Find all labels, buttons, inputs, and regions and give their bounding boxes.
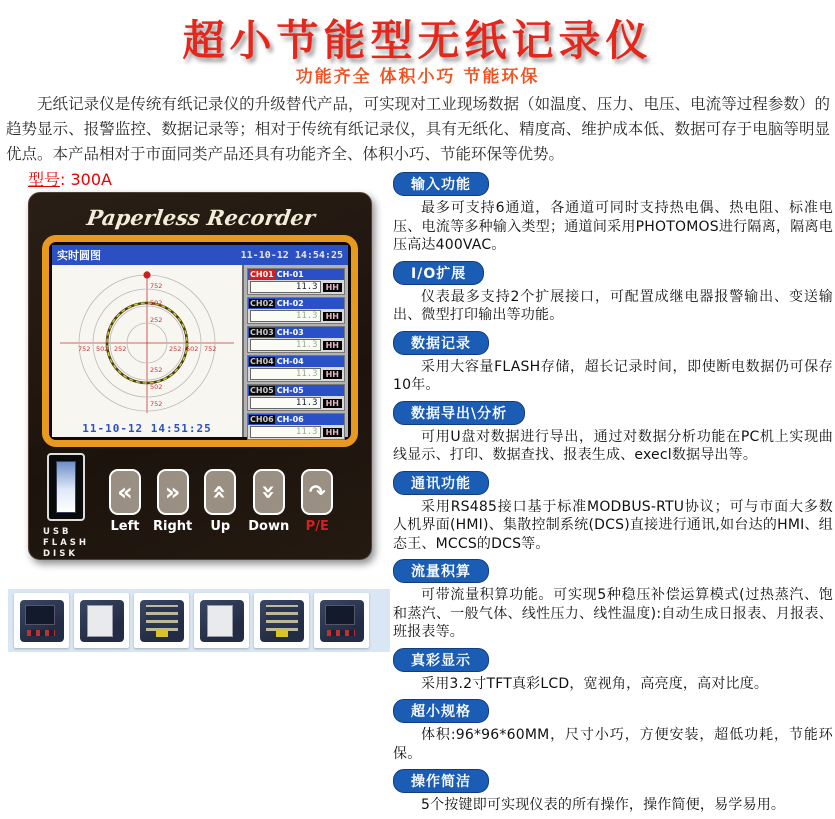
tick-top-252: 252 — [150, 316, 163, 324]
product-photo-terminals-label — [254, 593, 309, 648]
recorder-device-image — [28, 192, 372, 560]
channel-row — [247, 384, 345, 411]
channel-name: CH-02 — [276, 299, 304, 308]
model-value: 300A — [70, 170, 112, 189]
channel-value: 11.3 — [250, 426, 321, 438]
section-badge-display: 真彩显示 — [393, 648, 489, 672]
screen-title: 实时圆图 — [57, 249, 101, 262]
channel-row — [247, 297, 345, 324]
trace-marker-dot — [143, 271, 150, 278]
polar-chart-svg — [52, 265, 242, 437]
screen-titlebar — [52, 245, 348, 265]
up-key — [204, 469, 236, 515]
section-body: 5个按键即可实现仪表的所有操作，操作简便，易学易用。 — [421, 797, 786, 813]
model-label: 型号 — [28, 170, 61, 189]
channel-id: CH03 — [250, 328, 274, 337]
section-body: 最多可支持6通道，各通道可同时支持热电偶、热电阻、标准电压、电流等多种输入类型；通道间采用PHOTOMOS进行隔离，隔离电压高达400VAC。 — [393, 200, 833, 253]
tick-bottom-502: 502 — [150, 383, 163, 391]
tick-top-752: 752 — [150, 282, 163, 290]
alarm-badge: HH — [323, 399, 342, 408]
product-photo-rear-label — [74, 593, 129, 648]
alarm-badge: HH — [323, 370, 342, 379]
lcd-frame — [42, 235, 358, 447]
product-photo-front — [314, 593, 369, 648]
screen-bottom-timestamp: 11-10-12 14:51:25 — [82, 422, 212, 435]
channel-name: CH-03 — [276, 328, 304, 337]
section-badge-comm: 通讯功能 — [393, 471, 489, 495]
page-subtitle: 功能齐全 体积小巧 节能环保 — [295, 67, 540, 87]
brand-logo-text: Paperless Recorder — [85, 205, 317, 230]
pe-key — [301, 469, 333, 515]
section-body: 体积:96*96*60MM，尺寸小巧，方便安装，超低功耗，节能环保。 — [393, 727, 833, 762]
down-arrows-icon: » — [254, 484, 283, 500]
usb-port-icon — [47, 453, 85, 521]
up-arrows-icon: « — [206, 484, 235, 500]
left-arrows-icon: « — [117, 478, 133, 506]
right-key-label: Right — [153, 519, 193, 534]
alarm-badge: HH — [323, 428, 342, 437]
channel-name: CH-05 — [276, 386, 304, 395]
polar-chart — [52, 265, 242, 437]
section-badge-flow: 流量积算 — [393, 559, 489, 583]
channel-id: CH04 — [250, 357, 274, 366]
section-badge-size: 超小规格 — [393, 699, 489, 723]
tick-right-752: 752 — [204, 345, 217, 353]
section-badge-record: 数据记录 — [393, 331, 489, 355]
tick-right-502: 502 — [186, 345, 199, 353]
product-photo-front — [14, 593, 69, 648]
section-badge-io: I/O扩展 — [393, 261, 484, 285]
page-title: 超小节能型无纸记录仪 — [182, 16, 653, 65]
lcd-screen — [52, 245, 348, 437]
screen-main — [52, 265, 348, 437]
channel-name: CH-01 — [276, 270, 304, 279]
channel-value: 11.3 — [250, 310, 321, 322]
tick-left-252: 252 — [114, 345, 127, 353]
model-line — [28, 167, 112, 190]
right-key — [157, 469, 189, 515]
channel-value: 11.3 — [250, 281, 321, 293]
section-badge-operation: 操作简洁 — [393, 769, 489, 793]
tick-left-502: 502 — [96, 345, 109, 353]
left-key-label: Left — [110, 519, 140, 534]
curved-arrow-icon: ↷ — [308, 480, 326, 504]
section-badge-input: 输入功能 — [393, 172, 489, 196]
key-panel — [109, 469, 333, 534]
feature-list — [393, 170, 833, 819]
channel-name: CH-06 — [276, 415, 304, 424]
channel-id: CH06 — [250, 415, 274, 424]
down-key — [253, 469, 285, 515]
channel-value: 11.3 — [250, 339, 321, 351]
channel-row — [247, 413, 345, 440]
tick-left-752: 752 — [78, 345, 91, 353]
channel-row — [247, 326, 345, 353]
usb-label — [43, 527, 89, 560]
alarm-badge: HH — [323, 283, 342, 292]
screen-clock: 11-10-12 14:54:25 — [240, 249, 343, 261]
section-badge-export: 数据导出\分析 — [393, 401, 525, 425]
product-photo-side-label — [194, 593, 249, 648]
channel-panel — [242, 265, 348, 437]
tick-bottom-252: 252 — [150, 366, 163, 374]
section-body: 采用3.2寸TFT真彩LCD，宽视角，高亮度，高对比度。 — [421, 675, 769, 692]
section-body: 可用U盘对数据进行导出，通过对数据分析功能在PC机上实现曲线显示、打印、数据查找、报表生成、execl数据导出等。 — [393, 428, 833, 463]
section-body: 仪表最多支持2个扩展接口，可配置成继电器报警输出、变送输出、微型打印输出等功能。 — [393, 288, 833, 323]
channel-name: CH-04 — [276, 357, 304, 366]
tick-right-252: 252 — [169, 345, 182, 353]
channel-value: 11.3 — [250, 368, 321, 380]
tick-bottom-752: 752 — [150, 400, 163, 408]
channel-id: CH01 — [250, 270, 274, 279]
tick-top-502: 502 — [150, 299, 163, 307]
alarm-badge: HH — [323, 341, 342, 350]
channel-row — [247, 355, 345, 382]
alarm-badge: HH — [323, 312, 342, 321]
usb-label-line: FLASH — [43, 538, 90, 548]
pe-key-label: P/E — [305, 519, 329, 534]
right-arrows-icon: » — [164, 478, 181, 506]
product-photo-strip — [8, 589, 390, 652]
section-body: 可带流量积算功能。可实现5种稳压补偿运算模式(过热蒸汽、饱和蒸汽、一般气体、线性压力、线性温度):自动生成日报表、月报表、班报表等。 — [393, 587, 833, 640]
usb-label-line: USB — [43, 527, 72, 537]
section-body: 采用RS485接口基于标准MODBUS-RTU协议；可与市面大多数人机界面(HMI)、集散控制系统(DCS)直接进行通讯,如台达的HMI、组态王、MCCS的DCS等。 — [393, 498, 833, 552]
up-key-label: Up — [210, 519, 231, 534]
down-key-label: Down — [248, 519, 290, 534]
channel-value: 11.3 — [250, 397, 321, 409]
usb-label-line: DISK — [43, 549, 78, 559]
intro-paragraph: 无纸记录仪是传统有纸记录仪的升级替代产品，可实现对工业现场数据（如温度、压力、电压、电流等过程参数）的趋势显示、报警监控、数据记录等；相对于传统有纸记录仪，具有无纸化、精度高、维护成本低、数据可存于电脑等明显优点。本产品相对于市面同类产品还具有功能齐全、体积小巧、节能环保等优势。 — [6, 95, 830, 163]
model-colon: : — [60, 170, 71, 189]
product-photo-terminals — [134, 593, 189, 648]
channel-id: CH02 — [250, 299, 274, 308]
channel-row — [247, 268, 345, 295]
channel-id: CH05 — [250, 386, 274, 395]
section-body: 采用大容量FLASH存储，超长记录时间，即使断电数据仍可保存10年。 — [393, 358, 833, 393]
left-key — [109, 469, 141, 515]
